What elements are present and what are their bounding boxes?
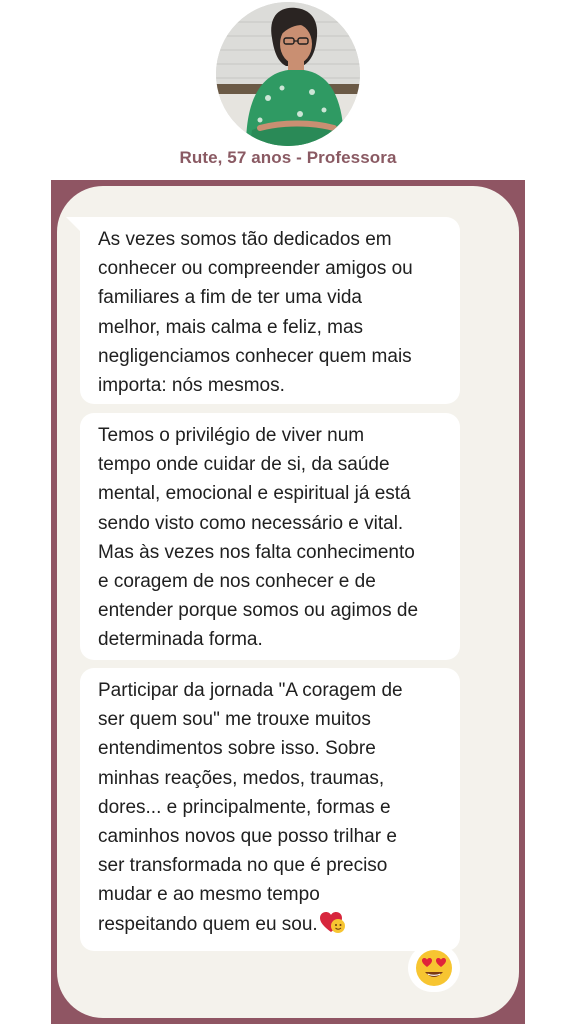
message-bubble — [80, 217, 460, 404]
message-text: Participar da jornada "A coragem de ser quem sou" me trouxe muitos entendimentos sobre isso. Sobre minhas reações, medos, traumas, dores... e principalmente, formas e caminhos novos que posso trilhar e ser transformada no que é preciso mudar e ao mesmo tempo respeitando quem eu sou. — [98, 680, 403, 935]
message-text: As vezes somos tão dedicados em conhecer ou compreender amigos ou familiares a fim de ter uma vida melhor, mais calma e feliz, mas negligenciamos conhecer quem mais importa: nós mesmos. — [98, 229, 413, 397]
message-bubble — [80, 413, 460, 660]
avatar — [216, 2, 360, 146]
message-bubble — [80, 668, 460, 951]
hugging-heart-emoji-icon — [320, 912, 346, 934]
message-text: Temos o privilégio de viver num tempo onde cuidar de si, da saúde mental, emocional e espiritual já está sendo visto como necessário e vital. Mas às vezes nos falta conhecimento e coragem de nos conhecer e de entender porque somos ou agimos de determinada forma. — [98, 425, 419, 651]
avatar-photo-icon — [216, 2, 360, 146]
profile-caption: Rute, 57 anos - Professora — [179, 148, 397, 167]
reaction-badge[interactable] — [408, 944, 460, 992]
heart-eyes-emoji-icon — [415, 949, 453, 987]
bubble-tail — [66, 217, 80, 231]
